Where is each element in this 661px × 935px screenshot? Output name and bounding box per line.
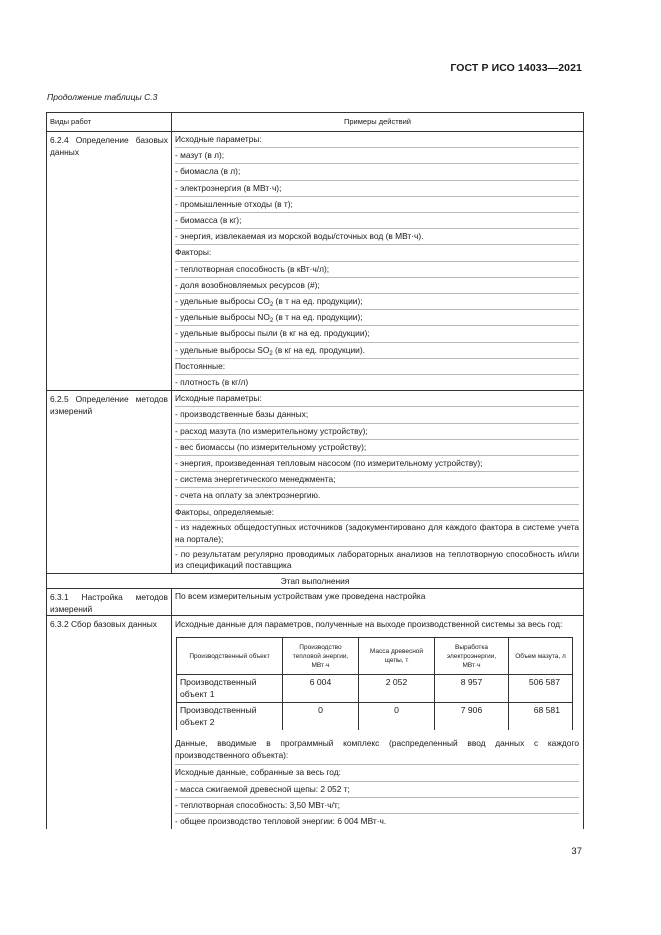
list-item-no2 [175,310,579,326]
table-row [47,132,584,391]
list-item: - плотность (в кг/л) [175,377,249,388]
actions-cell [172,615,584,829]
stage-row [47,573,584,588]
actions-cell [172,588,584,615]
list-item: - электроэнергия (в МВт·ч); [175,181,579,197]
document-header: ГОСТ Р ИСО 14033—2021 [450,62,582,74]
so2-text: - удельные выбросы SO [175,344,270,355]
list-item: - система энергетического менеджмента; [175,472,579,488]
column-header-work-types: Виды работ [47,113,172,132]
list-item: - энергия, произведенная тепловым насосом (по измерительному устройству); [175,456,579,472]
co2-text: - удельные выбросы CO [175,296,270,307]
stage-heading: Этап выполнения [47,573,584,588]
work-type-cell: 6.2.4 Определение базовых данных [47,132,172,391]
facility-name: Производственный объект 1 [177,675,283,703]
list-item: - общее производство тепловой энергии: 6 004 МВт·ч. [175,815,387,826]
list-item: - удельные выбросы пыли (в кг на ед. продукции); [175,326,579,342]
list-item: - энергия, извлекаемая из морской воды/сточных вод (в МВт·ч). [175,229,579,245]
co2-subscript: 2 [269,302,274,309]
list-item: Исходные параметры: [175,391,579,407]
so2-unit: (в кг на ед. продукции). [272,344,365,355]
no2-subscript: 2 [269,318,274,325]
input-description: Данные, вводимые в программный комплекс (распределенный ввод данных с каждого производственного объекта): [175,735,579,765]
work-type-cell: 6.3.1 Настройка методов измерений [47,588,172,615]
activities-table [46,112,584,829]
facility-name: Производственный объект 2 [177,703,283,731]
inner-column-header: Масса древесной щепы, т [359,638,435,675]
inner-column-header: Объем мазута, л [509,638,573,675]
list-item: - теплотворная способность: 3,50 МВт·ч/т; [175,798,579,814]
wood-chip-mass-value: 0 [359,703,435,731]
list-item: - расход мазута (по измерительному устройству); [175,424,579,440]
list-item: - счета на оплату за электроэнергию. [175,488,579,504]
work-type-cell: 6.3.2 Сбор базовых данных [47,615,172,829]
electricity-output-value: 8 957 [435,675,509,703]
fuel-oil-volume-value: 68 581 [509,703,573,731]
list-item: Исходные параметры: [175,132,579,148]
list-item: - из надежных общедоступных источников (задокументировано для каждого фактора в системе учета на портале); [175,521,579,548]
fuel-oil-volume-value: 506 587 [509,675,573,703]
list-item: Факторы, определяемые: [175,505,579,521]
list-item: - производственные базы данных; [175,407,579,423]
inner-table-row [177,675,573,703]
inner-table-row [177,703,573,731]
list-item: - промышленные отходы (в т); [175,197,579,213]
list-item: - биомасла (в л); [175,164,579,180]
table-row [47,391,584,574]
list-item: Факторы: [175,245,579,261]
list-item-so2 [175,343,579,359]
list-item: - вес биомассы (по измерительному устройству); [175,440,579,456]
no2-unit: (в т на ед. продукции); [273,312,363,323]
list-item: - по результатам регулярно проводимых лабораторных анализов на теплотворную способность и/или из спецификаций поставщика [175,548,579,571]
table-caption: Продолжение таблицы С.3 [47,92,158,102]
so2-subscript: 2 [269,350,273,357]
list-item: - масса сжигаемой древесной щепы: 2 052 т; [175,782,579,798]
heat-production-value: 6 004 [283,675,359,703]
table-row [47,588,584,615]
no2-text: - удельные выбросы NO [175,312,270,323]
column-header-examples: Примеры действий [172,113,584,132]
list-item: По всем измерительным устройствам уже проведена настройка [175,590,426,601]
table-row [47,615,584,829]
table-header-row [47,113,584,132]
page-number: 37 [571,846,582,857]
inner-column-header: Производственный объект [177,638,283,675]
production-data-table [176,637,573,730]
list-item: - биомасса (в кг); [175,213,579,229]
co2-unit: (в т на ед. продукции); [273,296,363,307]
list-item: Постоянные: [175,359,579,375]
list-item: - мазут (в л); [175,148,579,164]
intro-text: Исходные данные для параметров, полученные на выходе производственной системы за весь год: [175,618,563,629]
list-item: - доля возобновляемых ресурсов (#); [175,278,579,294]
heat-production-value: 0 [283,703,359,731]
actions-cell [172,391,584,574]
wood-chip-mass-value: 2 052 [359,675,435,703]
inner-column-header: Производство тепловой энергии, МВт·ч [283,638,359,675]
work-type-cell: 6.2.5 Определение методов измерений [47,391,172,574]
list-item: Исходные данные, собранные за весь год: [175,765,579,781]
list-item-co2 [175,294,579,310]
list-item: - теплотворная способность (в кВт·ч/л); [175,262,579,278]
inner-column-header: Выработка электроэнергии, МВт·ч [435,638,509,675]
actions-cell [172,132,584,391]
electricity-output-value: 7 906 [435,703,509,731]
inner-table-header-row [177,638,573,675]
